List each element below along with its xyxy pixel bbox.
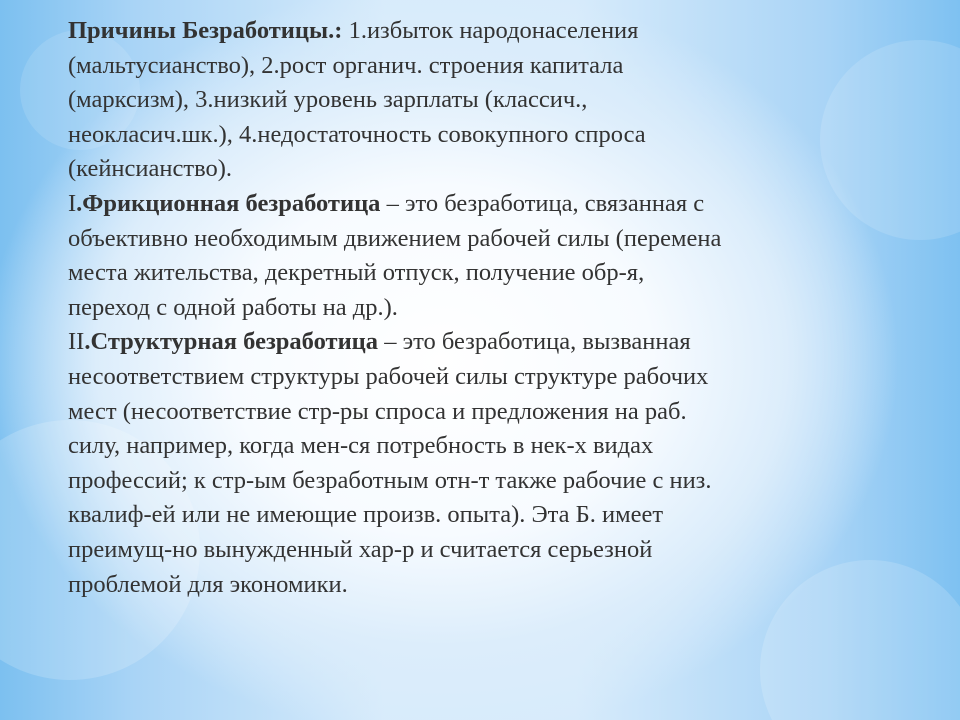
structural-paragraph	[68, 325, 928, 602]
causes-heading: Причины Безработицы.:	[68, 17, 343, 44]
causes-paragraph	[68, 14, 928, 187]
causes-text: 1.избыток народонаселения (мальтусианство), 2.рост органич. строения капитала (марксизм), 3.низкий уровень зарплаты (классич., неокласич.шк.), 4.недостаточность совокупного спроса (кейнсианство).	[68, 17, 646, 183]
frictional-text: – это безработица, связанная с объективно необходимым движением рабочей силы (перемена места жительства, декретный отпуск, получение обр-я, переход с одной работы на др.).	[68, 189, 722, 321]
slide-body	[68, 14, 928, 602]
structural-numeral: II	[68, 328, 85, 356]
frictional-heading: .Фрикционная безработица	[76, 189, 381, 217]
structural-heading: .Структурная безработица	[84, 328, 379, 356]
structural-text: – это безработица, вызванная несоответствием структуры рабочей силы структуре рабочих мест (несоответствие стр-ры спроса и предложения на раб. силу, например, когда мен-ся потребность в нек-х видах профессий; к стр-ым безработным отн-т также рабочие с низ. квалиф-ей или не имеющие произв. опыта). Эта Б. имеет преимущ-но вынужденный хар-р и считается серьезной проблемой для экономики.	[68, 328, 712, 598]
frictional-numeral: I	[68, 189, 77, 217]
frictional-paragraph	[68, 187, 928, 325]
